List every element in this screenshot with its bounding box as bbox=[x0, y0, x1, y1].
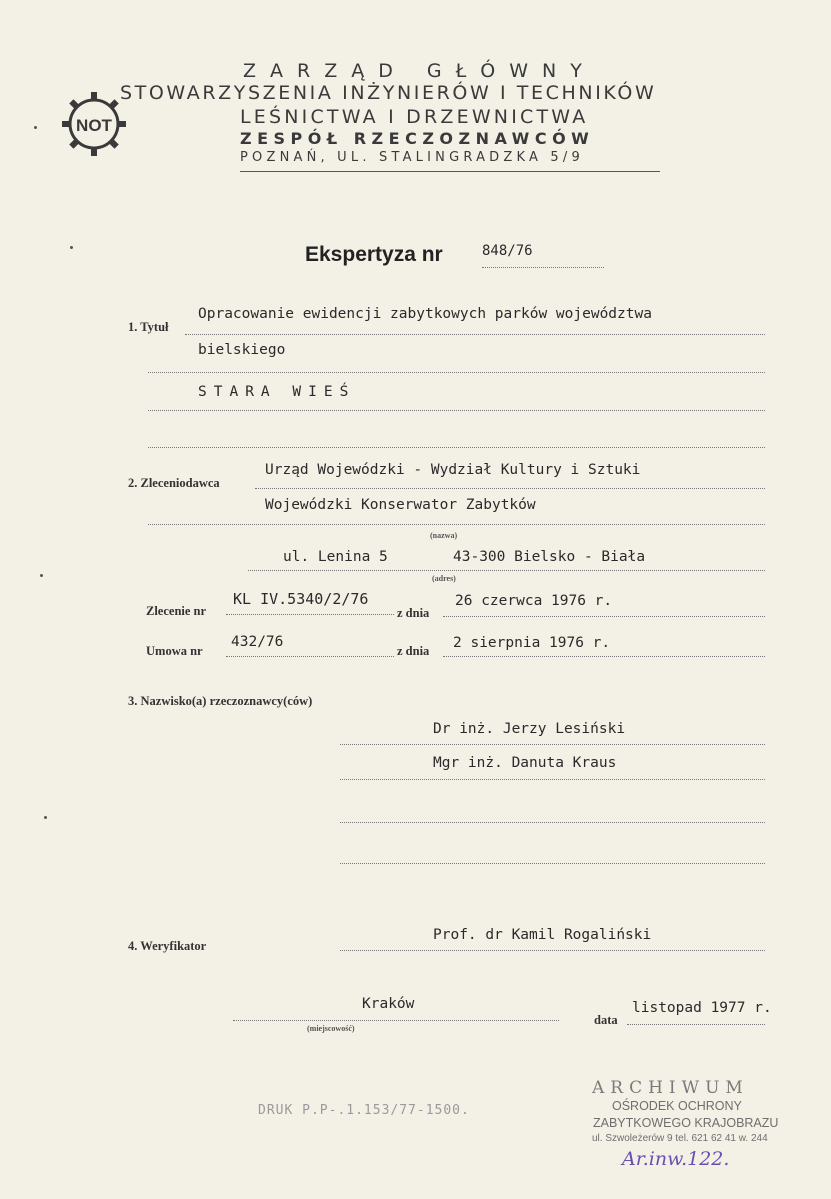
stamp-line-2: OŚRODEK OCHRONY bbox=[612, 1099, 742, 1113]
title-line-1: Opracowanie ewidencji zabytkowych parków województwa bbox=[198, 306, 652, 322]
dotted-line bbox=[340, 744, 765, 745]
client-name-line-2: Wojewódzki Konserwator Zabytków bbox=[265, 497, 536, 513]
name-caption: (nazwa) bbox=[430, 531, 458, 540]
dotted-line bbox=[148, 372, 765, 373]
dotted-line bbox=[627, 1024, 765, 1025]
dotted-line bbox=[443, 616, 765, 617]
order-number: KL IV.5340/2/76 bbox=[233, 590, 369, 608]
client-street: ul. Lenina 5 bbox=[283, 549, 388, 565]
header-line-2: STOWARZYSZENIA INŻYNIERÓW I TECHNIKÓW bbox=[120, 82, 657, 104]
verifier-name: Prof. dr Kamil Rogaliński bbox=[433, 927, 652, 943]
title-line-3: STARA WIEŚ bbox=[198, 384, 356, 400]
place: Kraków bbox=[362, 996, 415, 1012]
order-date: 26 czerwca 1976 r. bbox=[455, 593, 613, 609]
dotted-line bbox=[148, 447, 765, 448]
expertise-number: 848/76 bbox=[482, 243, 533, 259]
title-line-2: bielskiego bbox=[198, 342, 286, 358]
dotted-line bbox=[340, 950, 765, 951]
order-label: Zlecenie nr bbox=[146, 604, 207, 618]
date-label: data bbox=[594, 1013, 618, 1027]
dotted-line bbox=[226, 614, 394, 615]
dotted-line bbox=[340, 779, 765, 780]
section-3-label: 3. Nazwisko(a) rzeczoznawcy(ców) bbox=[128, 694, 313, 708]
date-value: listopad 1977 r. bbox=[632, 1000, 772, 1016]
dotted-line bbox=[443, 656, 765, 657]
expert-1: Dr inż. Jerzy Lesiński bbox=[433, 721, 626, 737]
contract-number: 432/76 bbox=[231, 634, 284, 650]
print-code: DRUK P.P-.1.153/77-1500. bbox=[258, 1103, 470, 1118]
expert-2: Mgr inż. Danuta Kraus bbox=[433, 755, 617, 771]
dotted-line bbox=[255, 488, 765, 489]
header-line-3: LEŚNICTWA I DRZEWNICTWA bbox=[240, 106, 589, 128]
dotted-line bbox=[340, 822, 765, 823]
dotted-line bbox=[248, 570, 765, 571]
client-name-line-1: Urząd Wojewódzki - Wydział Kultury i Sztuki bbox=[265, 462, 641, 478]
section-4-label: 4. Weryfikator bbox=[128, 939, 207, 953]
dotted-line bbox=[482, 267, 604, 268]
header-line-4: ZESPÓŁ RZECZOZNAWCÓW bbox=[240, 129, 595, 148]
stamp-line-3: ZABYTKOWEGO KRAJOBRAZU bbox=[593, 1116, 779, 1130]
dotted-line bbox=[340, 863, 765, 864]
contract-date: 2 sierpnia 1976 r. bbox=[453, 635, 611, 651]
inventory-handwriting: Ar.inw.122. bbox=[622, 1148, 730, 1170]
header-address: POZNAŃ, UL. STALINGRADZKA 5/9 bbox=[240, 150, 584, 165]
order-date-label: z dnia bbox=[397, 606, 430, 620]
stamp-address: ul. Szwoleżerów 9 tel. 621 62 41 w. 244 bbox=[592, 1133, 768, 1144]
contract-date-label: z dnia bbox=[397, 644, 430, 658]
margin-mark bbox=[44, 816, 47, 819]
margin-mark bbox=[40, 574, 43, 577]
margin-mark bbox=[34, 126, 37, 129]
stamp-archive: ARCHIWUM bbox=[592, 1078, 749, 1098]
section-2-label: 2. Zleceniodawca bbox=[128, 476, 220, 490]
header-rule bbox=[240, 171, 660, 172]
dotted-line bbox=[185, 334, 765, 335]
place-caption: (miejscowość) bbox=[307, 1024, 355, 1033]
dotted-line bbox=[233, 1020, 559, 1021]
contract-label: Umowa nr bbox=[146, 644, 203, 658]
svg-text:NOT: NOT bbox=[76, 116, 112, 135]
dotted-line bbox=[226, 656, 394, 657]
address-caption: (adres) bbox=[432, 574, 456, 583]
margin-mark bbox=[70, 246, 73, 249]
dotted-line bbox=[148, 410, 765, 411]
header-line-1: ZARZĄD GŁÓWNY bbox=[243, 60, 596, 82]
document-title: Ekspertyza nr bbox=[305, 243, 443, 266]
client-postal-city: 43-300 Bielsko - Biała bbox=[453, 549, 646, 565]
section-1-label: 1. Tytuł bbox=[128, 320, 169, 334]
dotted-line bbox=[148, 524, 765, 525]
